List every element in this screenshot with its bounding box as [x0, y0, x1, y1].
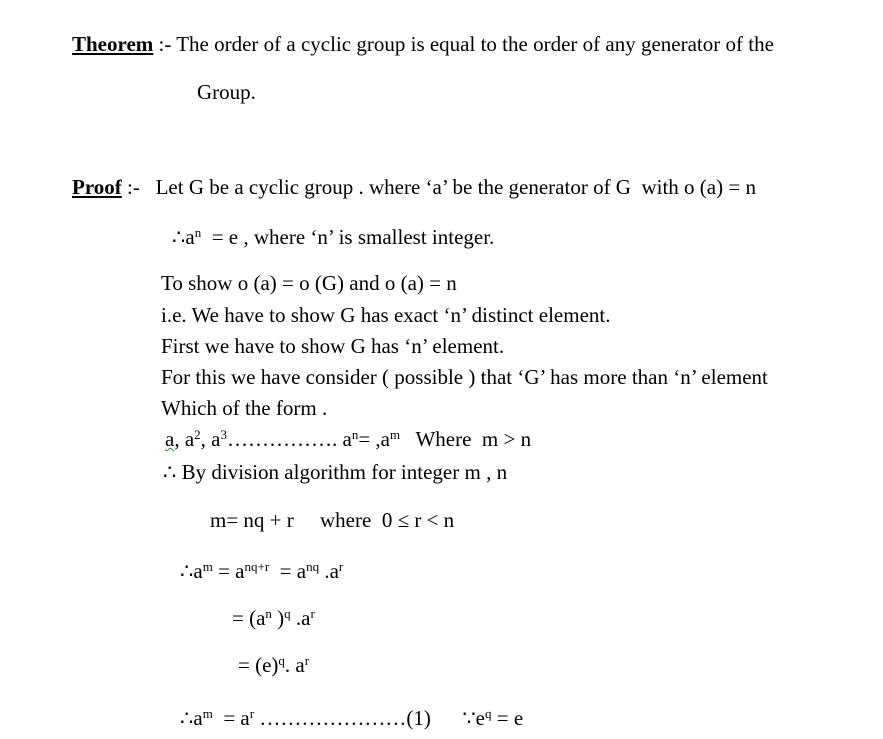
text-segment: .a	[319, 559, 339, 583]
superscript: q	[278, 653, 285, 668]
superscript: m	[389, 427, 401, 442]
proof-line	[161, 396, 327, 420]
text-segment: )	[271, 606, 285, 630]
superscript: n	[194, 225, 202, 240]
text-segment: = (e)	[238, 653, 279, 677]
text-segment: First we have to show G has ‘n’ element.	[161, 334, 505, 358]
superscript: 2	[194, 427, 201, 442]
text-segment: For this we have consider ( possible ) that ‘G’ has more than ‘n’ element	[161, 365, 768, 389]
superscript: n	[351, 427, 359, 442]
text-segment: = e , where ‘n’ is smallest integer.	[201, 225, 495, 249]
heading-label: Theorem	[72, 32, 154, 56]
proof-intro	[72, 175, 756, 199]
text-segment: ∴a	[180, 706, 203, 730]
proof-line	[210, 508, 454, 532]
superscript: nq+r	[244, 559, 270, 574]
text-segment: , a	[200, 427, 221, 451]
proof-line	[232, 606, 315, 630]
text-segment: , a	[174, 427, 195, 451]
superscript: n	[265, 606, 272, 621]
text-segment: = (a	[232, 606, 266, 630]
text-segment: ∴ By division algorithm for integer m , n	[163, 460, 508, 484]
superscript: nq	[306, 559, 320, 574]
text-segment: Group.	[197, 80, 256, 104]
superscript: r	[338, 559, 344, 574]
text-segment: ∴a	[172, 225, 195, 249]
superscript: m	[202, 706, 213, 721]
superscript: m	[202, 559, 213, 574]
text-segment: = e	[491, 706, 524, 730]
proof-line	[180, 559, 343, 583]
text-segment: m= nq + r where 0 ≤ r < n	[210, 508, 455, 532]
text-segment: = a	[212, 706, 250, 730]
text-segment: . a	[284, 653, 305, 677]
text-segment: Where m > n	[400, 427, 532, 451]
text-segment: …………………(1) ∵e	[254, 706, 485, 730]
text-segment: ……………. a	[226, 427, 352, 451]
proof-line	[238, 653, 309, 677]
proof-line	[161, 334, 504, 358]
text-segment: :- Let G be a cyclic group . where ‘a’ be the generator of G with o (a) = n	[121, 175, 756, 199]
proof-line	[172, 225, 494, 249]
superscript: q	[284, 606, 291, 621]
proof-line	[161, 271, 457, 295]
proof-line	[161, 303, 610, 327]
text-segment: = a	[212, 559, 245, 583]
text-segment: a	[165, 427, 175, 451]
superscript: r	[304, 653, 310, 668]
proof-line	[165, 427, 531, 451]
superscript: r	[310, 606, 315, 621]
superscript: r	[249, 706, 255, 721]
proof-line	[163, 460, 507, 484]
heading-label: Proof	[72, 175, 122, 199]
text-segment: Which of the form .	[161, 396, 328, 420]
proof-line	[180, 706, 523, 730]
superscript: 3	[220, 427, 227, 442]
text-segment: i.e. We have to show G has exact ‘n’ distinct element.	[161, 303, 611, 327]
theorem-statement	[72, 32, 774, 56]
text-segment: = a	[269, 559, 307, 583]
text-segment: .a	[290, 606, 311, 630]
text-segment: :- The order of a cyclic group is equal to the order of any generator of the	[153, 32, 774, 56]
text-segment: ∴a	[180, 559, 203, 583]
theorem-continuation	[197, 80, 256, 104]
superscript: q	[485, 706, 492, 721]
text-segment: To show o (a) = o (G) and o (a) = n	[161, 271, 457, 295]
proof-line	[161, 365, 768, 389]
text-segment: = ,a	[358, 427, 390, 451]
